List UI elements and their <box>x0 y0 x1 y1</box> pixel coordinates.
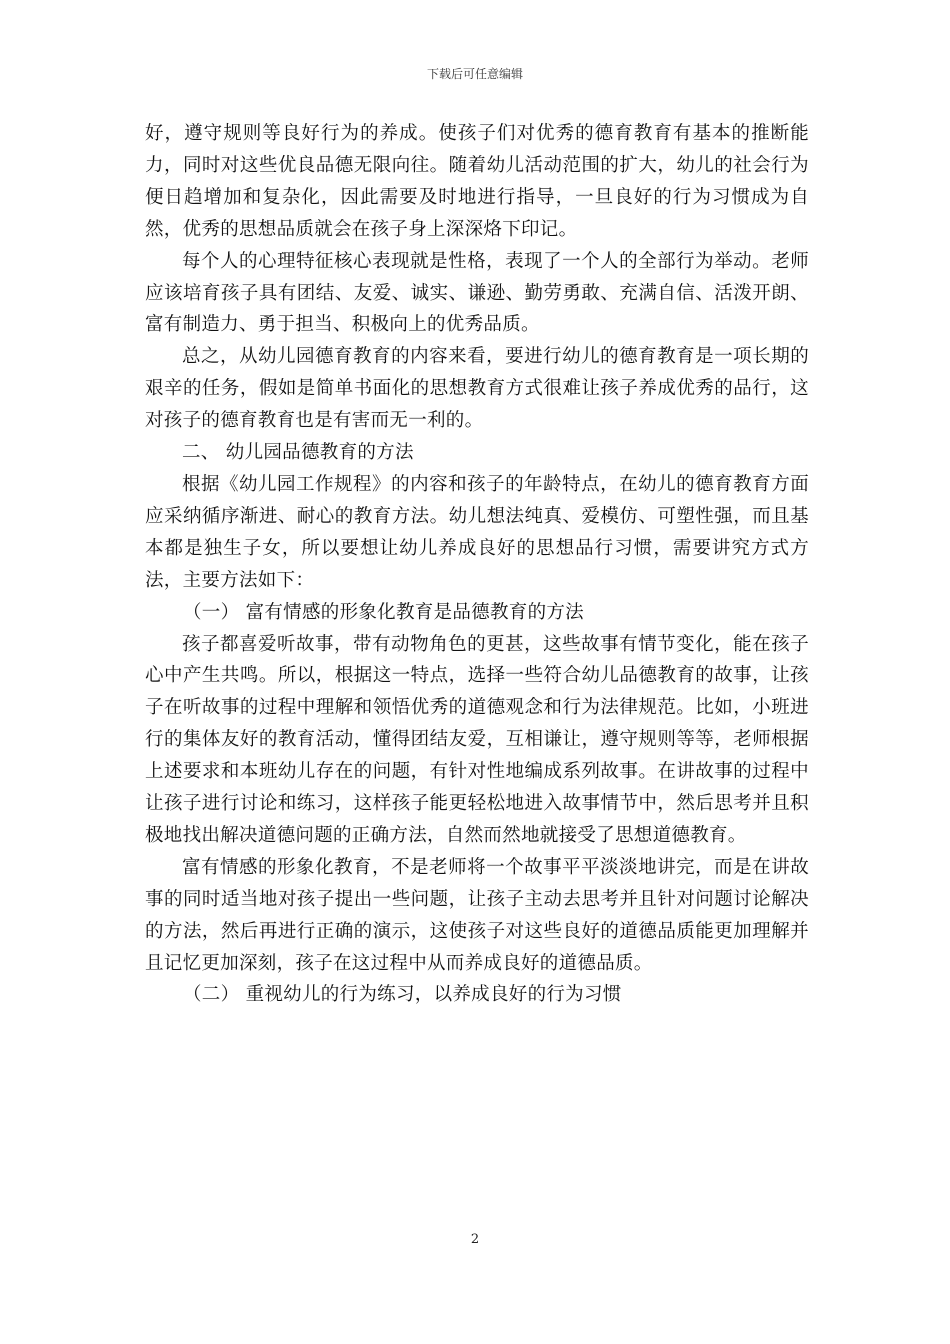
paragraph-personality: 每个人的心理特征核心表现就是性格，表现了一个人的全部行为举动。老师应该培育孩子具有团结、友爱、诚实、谦逊、勤劳勇敢、充满自信、活泼开朗、富有制造力、勇于担当、积极向上的优秀品质。 <box>145 250 809 336</box>
section-heading-methods: 二、 幼儿园品德教育的方法 <box>182 442 414 464</box>
paragraph-conclusion: 总之，从幼儿园德育教育的内容来看，要进行幼儿的德育教育是一项长期的艰辛的任务，假如是简单书面化的思想教育方式很难让孩子养成优秀的品行，这对孩子的德育教育也是有害而无一利的。 <box>145 346 809 432</box>
page-number: 2 <box>470 1232 480 1247</box>
paragraph-emotional-education: 富有情感的形象化教育，不是老师将一个故事平平淡淡地讲完，而是在讲故事的同时适当地对孩子提出一些问题，让孩子主动去思考并且针对问题讨论解决的方法，然后再进行正确的演示，这使孩子对这些良好的道德品质能更加理解并且记忆更加深刻，孩子在这过程中从而养成良好的道德品质。 <box>145 856 809 974</box>
document-body <box>145 118 809 1011</box>
paragraph-stories: 孩子都喜爱听故事，带有动物角色的更甚，这些故事有情节变化，能在孩子心中产生共鸣。所以，根据这一特点，选择一些符合幼儿品德教育的故事，让孩子在听故事的过程中理解和领悟优秀的道德观念和行为法律规范。比如，小班进行的集体友好的教育活动，懂得团结友爱，互相谦让，遵守规则等等，老师根据上述要求和本班幼儿存在的问题，有针对性地编成系列故事。在讲故事的过程中让孩子进行讨论和练习，这样孩子能更轻松地进入故事情节中，然后思考并且积极地找出解决道德问题的正确方法，自然而然地就接受了思想道德教育。 <box>145 633 809 846</box>
subsection-heading-1: （一） 富有情感的形象化教育是品德教育的方法 <box>183 601 584 623</box>
paragraph-methods-intro: 根据《幼儿园工作规程》的内容和孩子的年龄特点，在幼儿的德育教育方面应采纳循序渐进、耐心的教育方法。幼儿想法纯真、爱模仿、可塑性强，而且基本都是独生子女，所以要想让幼儿养成良好的思想品行习惯，需要讲究方式方法，主要方法如下： <box>145 473 809 591</box>
subsection-heading-2: （二） 重视幼儿的行为练习，以养成良好的行为习惯 <box>183 984 622 1006</box>
page-header: 下载后可任意编辑 <box>426 67 523 81</box>
paragraph-continuation: 好，遵守规则等良好行为的养成。使孩子们对优秀的德育教育有基本的推断能力，同时对这些优良品德无限向往。随着幼儿活动范围的扩大，幼儿的社会行为便日趋增加和复杂化，因此需要及时地进行指导，一旦良好的行为习惯成为自然，优秀的思想品质就会在孩子身上深深烙下印记。 <box>145 123 809 240</box>
